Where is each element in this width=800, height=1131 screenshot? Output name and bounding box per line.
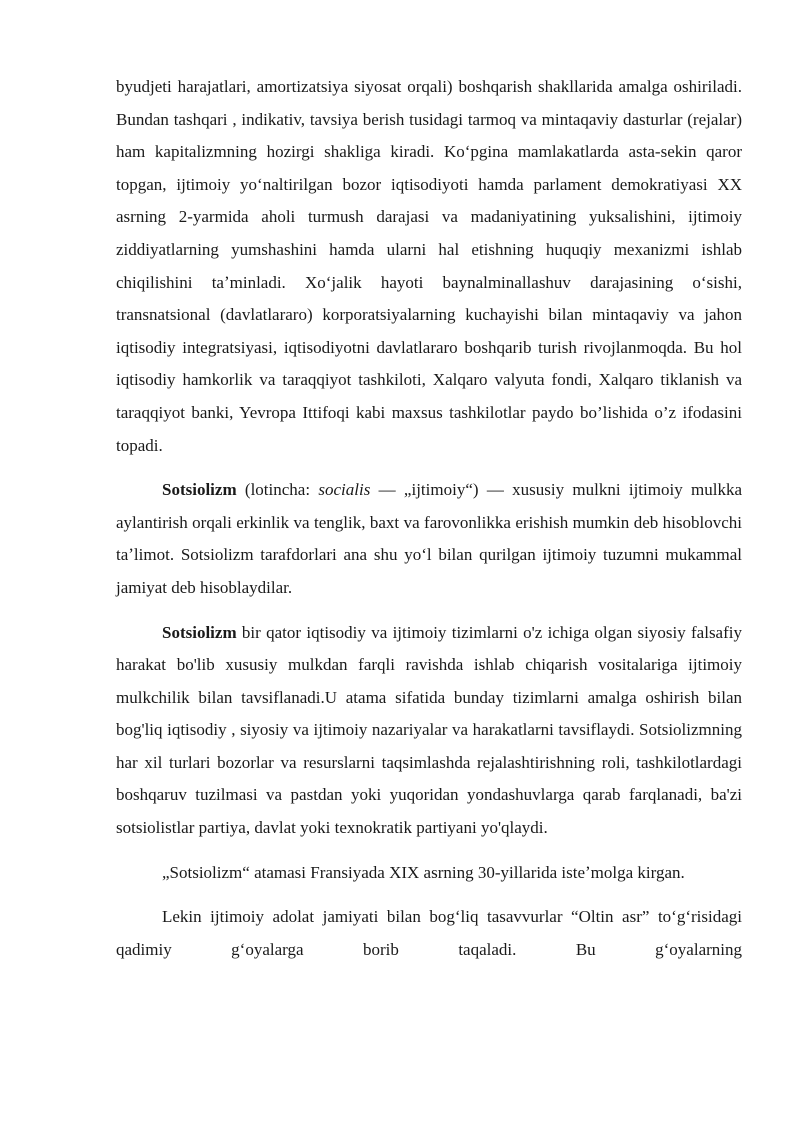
term-sotsiolizm: Sotsiolizm	[162, 622, 237, 642]
paragraph-5: Lekin ijtimoiy adolat jamiyati bilan bogʻliq tasavvurlar “Oltin asr” toʻgʻrisidagi qadimiy gʻoyalarga borib taqaladi. Bu gʻoyalarning	[116, 907, 742, 959]
paragraph-2-body: — „ijtimoiy“) — xususiy mulkni ijtimoiy mulkka aylantirish orqali erkinlik va tenglik, baxt va farovonlikka erishish mumkin deb hisoblovchi taʼlimot. Sotsiolizm tarafdorlari ana shu yoʻl bilan qurilgan ijtimoiy tuzumni mukammal jamiyat deb hisoblaydilar.	[116, 480, 743, 597]
paragraph-3-body: bir qator iqtisodiy va ijtimoiy tizimlarni o'z ichiga olgan siyosiy falsafiy harakat bo'lib xususiy mulkdan farqli ravishda ishlab chiqarish vositalariga ijtimoiy mulkchilik bilan tavsiflanadi.U atama sifatida bunday tizimlarni amalga oshirish bilan bog'liq iqtisodiy , siyosiy va ijtimoiy nazariyalar va harakatlarni tavsiflaydi. Sotsiolizmning har xil turlari bozorlar va resurslarni taqsimlashda rejalashtirishning roli, tashkilotlardagi boshqaruv tuzilmasi va pastdan yoki yuqoridan yondashuvlarga qarab farqlanadi, ba'zi sotsiolistlar partiya, davlat yoki texnokratik partiyani yo'qlaydi.	[116, 622, 742, 838]
paragraph-1: byudjeti harajatlari, amortizatsiya siyosat orqali) boshqarish shakllarida amalga oshiriladi. Bundan tashqari , indikativ, tavsiya berish tusidagi tarmoq va mintaqaviy dasturlar (rejalar) ham kapitalizmning hozirgi shakliga kiradi. Koʻpgina mamlakatlarda asta-sekin qaror topgan, ijtimoiy yoʻnaltirilgan bozor iqtisodiyoti hamda parlament demokratiyasi XX asrning 2-yarmida aholi turmush darajasi va madaniyatining yuksalishini, ijtimoiy ziddiyatlarning yumshashini hamda ularni hal etishning huquqiy mexanizmi ishlab chiqilishini taʼminladi. Xoʻjalik hayoti baynalminallashuv darajasining oʻsishi, transnatsional (davlatlararo) korporatsiyalarning kuchayishi bilan mintaqaviy va jahon iqtisodiy integratsiyasi, iqtisodiyotni davlatlararo boshqarib turish rivojlanmoqda. Bu hol iqtisodiy hamkorlik va taraqqiyot tashkiloti, Xalqaro valyuta fondi, Xalqaro tiklanish va taraqqiyot banki, Yevropa Ittifoqi kabi maxsus tashkilotlar paydo bo’lishida o’z ifodasini topadi.	[116, 77, 742, 455]
paragraph-3	[116, 617, 742, 845]
term-sotsiolizm: Sotsiolizm	[162, 480, 237, 500]
paragraph-2-pre: (lotincha:	[236, 480, 319, 500]
document-body	[116, 71, 742, 966]
latin-term: socialis	[318, 480, 371, 500]
paragraph-4: „Sotsiolizm“ atamasi Fransiyada XIX asrning 30-yillarida isteʼmolga kirgan.	[162, 862, 685, 882]
paragraph-2	[116, 474, 742, 604]
